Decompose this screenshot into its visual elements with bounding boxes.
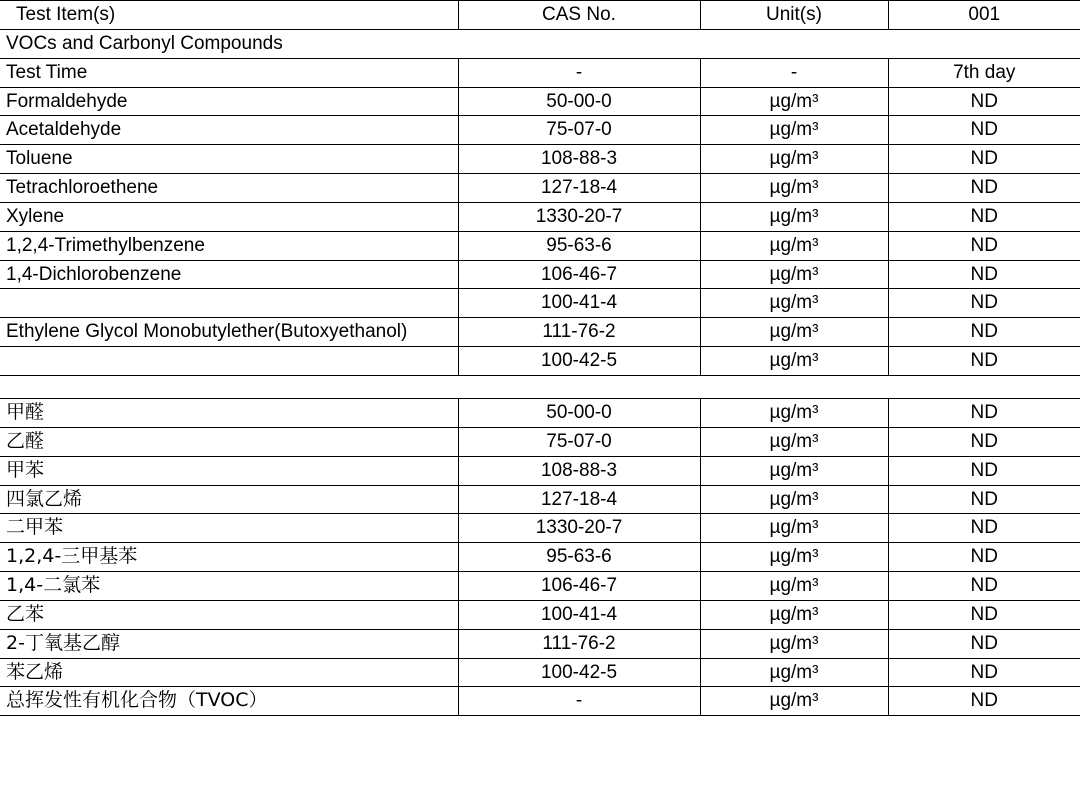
cas-no-value: 95-63-6 <box>458 543 700 572</box>
unit-value: µg/m³ <box>700 543 888 572</box>
unit-value: µg/m³ <box>700 629 888 658</box>
unit-value: µg/m³ <box>700 398 888 427</box>
table-row <box>0 87 1080 116</box>
table-header-row <box>0 1 1080 30</box>
test-item-name: Test Time <box>0 58 458 87</box>
result-value: ND <box>888 485 1080 514</box>
unit-value: µg/m³ <box>700 202 888 231</box>
unit-value: µg/m³ <box>700 572 888 601</box>
test-item-name: 二甲苯 <box>0 514 458 543</box>
unit-value: µg/m³ <box>700 514 888 543</box>
result-value: ND <box>888 543 1080 572</box>
cas-no-value: 100-42-5 <box>458 347 700 376</box>
table-row <box>0 514 1080 543</box>
test-item-name: Acetaldehyde <box>0 116 458 145</box>
result-value: ND <box>888 260 1080 289</box>
result-value: ND <box>888 456 1080 485</box>
test-item-name: 1,4-Dichlorobenzene <box>0 260 458 289</box>
result-value: ND <box>888 514 1080 543</box>
table-row <box>0 629 1080 658</box>
table-row <box>0 58 1080 87</box>
voc-results-table-chinese <box>0 398 1080 716</box>
test-item-name: Ethylene Glycol Monobutylether(Butoxyethanol) <box>0 318 458 347</box>
unit-value: µg/m³ <box>700 289 888 318</box>
unit-value: µg/m³ <box>700 658 888 687</box>
result-value: ND <box>888 658 1080 687</box>
table-row <box>0 145 1080 174</box>
cas-no-value: 100-41-4 <box>458 600 700 629</box>
cas-no-value: 1330-20-7 <box>458 202 700 231</box>
table-row <box>0 174 1080 203</box>
unit-value: µg/m³ <box>700 347 888 376</box>
unit-value: µg/m³ <box>700 485 888 514</box>
result-value: ND <box>888 145 1080 174</box>
cas-no-value: 111-76-2 <box>458 318 700 347</box>
cas-no-value: 100-41-4 <box>458 289 700 318</box>
column-header-units: Unit(s) <box>700 1 888 30</box>
result-value: ND <box>888 629 1080 658</box>
unit-value: µg/m³ <box>700 174 888 203</box>
table-row <box>0 398 1080 427</box>
result-value: 7th day <box>888 58 1080 87</box>
table-row <box>0 427 1080 456</box>
test-item-name: 乙苯 <box>0 600 458 629</box>
cas-no-value: 106-46-7 <box>458 260 700 289</box>
cas-no-value: 106-46-7 <box>458 572 700 601</box>
test-item-name <box>0 347 458 376</box>
cas-no-value: 111-76-2 <box>458 629 700 658</box>
voc-results-table-english <box>0 0 1080 376</box>
test-item-name: 2-丁氧基乙醇 <box>0 629 458 658</box>
cas-no-value: 75-07-0 <box>458 427 700 456</box>
unit-value: µg/m³ <box>700 87 888 116</box>
result-value: ND <box>888 427 1080 456</box>
unit-value: µg/m³ <box>700 427 888 456</box>
cas-no-value: 95-63-6 <box>458 231 700 260</box>
test-item-name: Formaldehyde <box>0 87 458 116</box>
table-row <box>0 572 1080 601</box>
cas-no-value: 1330-20-7 <box>458 514 700 543</box>
test-item-name: 甲醛 <box>0 398 458 427</box>
test-item-name: Toluene <box>0 145 458 174</box>
cas-no-value: 127-18-4 <box>458 174 700 203</box>
test-item-name: 苯乙烯 <box>0 658 458 687</box>
section-title-vocs: VOCs and Carbonyl Compounds <box>0 29 1080 58</box>
table-row <box>0 347 1080 376</box>
result-value: ND <box>888 87 1080 116</box>
unit-value: µg/m³ <box>700 318 888 347</box>
result-value: ND <box>888 231 1080 260</box>
column-header-sample-001: 001 <box>888 1 1080 30</box>
cas-no-value: 50-00-0 <box>458 87 700 116</box>
table-row <box>0 658 1080 687</box>
unit-value: µg/m³ <box>700 231 888 260</box>
result-value: ND <box>888 687 1080 716</box>
table-row <box>0 600 1080 629</box>
table-row <box>0 456 1080 485</box>
cas-no-value: 75-07-0 <box>458 116 700 145</box>
unit-value: µg/m³ <box>700 116 888 145</box>
unit-value: µg/m³ <box>700 145 888 174</box>
unit-value: µg/m³ <box>700 687 888 716</box>
result-value: ND <box>888 572 1080 601</box>
cas-no-value: 108-88-3 <box>458 145 700 174</box>
test-item-name: Tetrachloroethene <box>0 174 458 203</box>
result-value: ND <box>888 116 1080 145</box>
cas-no-value: 50-00-0 <box>458 398 700 427</box>
unit-value: µg/m³ <box>700 600 888 629</box>
result-value: ND <box>888 174 1080 203</box>
test-item-name: 总挥发性有机化合物（TVOC） <box>0 687 458 716</box>
cas-no-value: - <box>458 687 700 716</box>
table-row <box>0 318 1080 347</box>
table-row <box>0 485 1080 514</box>
table-row <box>0 289 1080 318</box>
unit-value: - <box>700 58 888 87</box>
unit-value: µg/m³ <box>700 260 888 289</box>
table-row <box>0 260 1080 289</box>
test-item-name: 1,2,4-Trimethylbenzene <box>0 231 458 260</box>
result-value: ND <box>888 398 1080 427</box>
cas-no-value: 100-42-5 <box>458 658 700 687</box>
test-item-name: Xylene <box>0 202 458 231</box>
table-row <box>0 231 1080 260</box>
result-value: ND <box>888 600 1080 629</box>
table-row <box>0 202 1080 231</box>
result-value: ND <box>888 289 1080 318</box>
test-item-name: 1,2,4-三甲基苯 <box>0 543 458 572</box>
test-item-name: 甲苯 <box>0 456 458 485</box>
section-title-row <box>0 29 1080 58</box>
cas-no-value: - <box>458 58 700 87</box>
cas-no-value: 108-88-3 <box>458 456 700 485</box>
table-gap-spacer <box>0 376 1080 398</box>
result-value: ND <box>888 202 1080 231</box>
unit-value: µg/m³ <box>700 456 888 485</box>
test-item-name <box>0 289 458 318</box>
test-item-name: 乙醛 <box>0 427 458 456</box>
column-header-test-item: Test Item(s) <box>0 1 458 30</box>
table-row <box>0 687 1080 716</box>
column-header-cas-no: CAS No. <box>458 1 700 30</box>
test-item-name: 1,4-二氯苯 <box>0 572 458 601</box>
cas-no-value: 127-18-4 <box>458 485 700 514</box>
result-value: ND <box>888 347 1080 376</box>
table-row <box>0 543 1080 572</box>
test-item-name: 四氯乙烯 <box>0 485 458 514</box>
result-value: ND <box>888 318 1080 347</box>
table-row <box>0 116 1080 145</box>
